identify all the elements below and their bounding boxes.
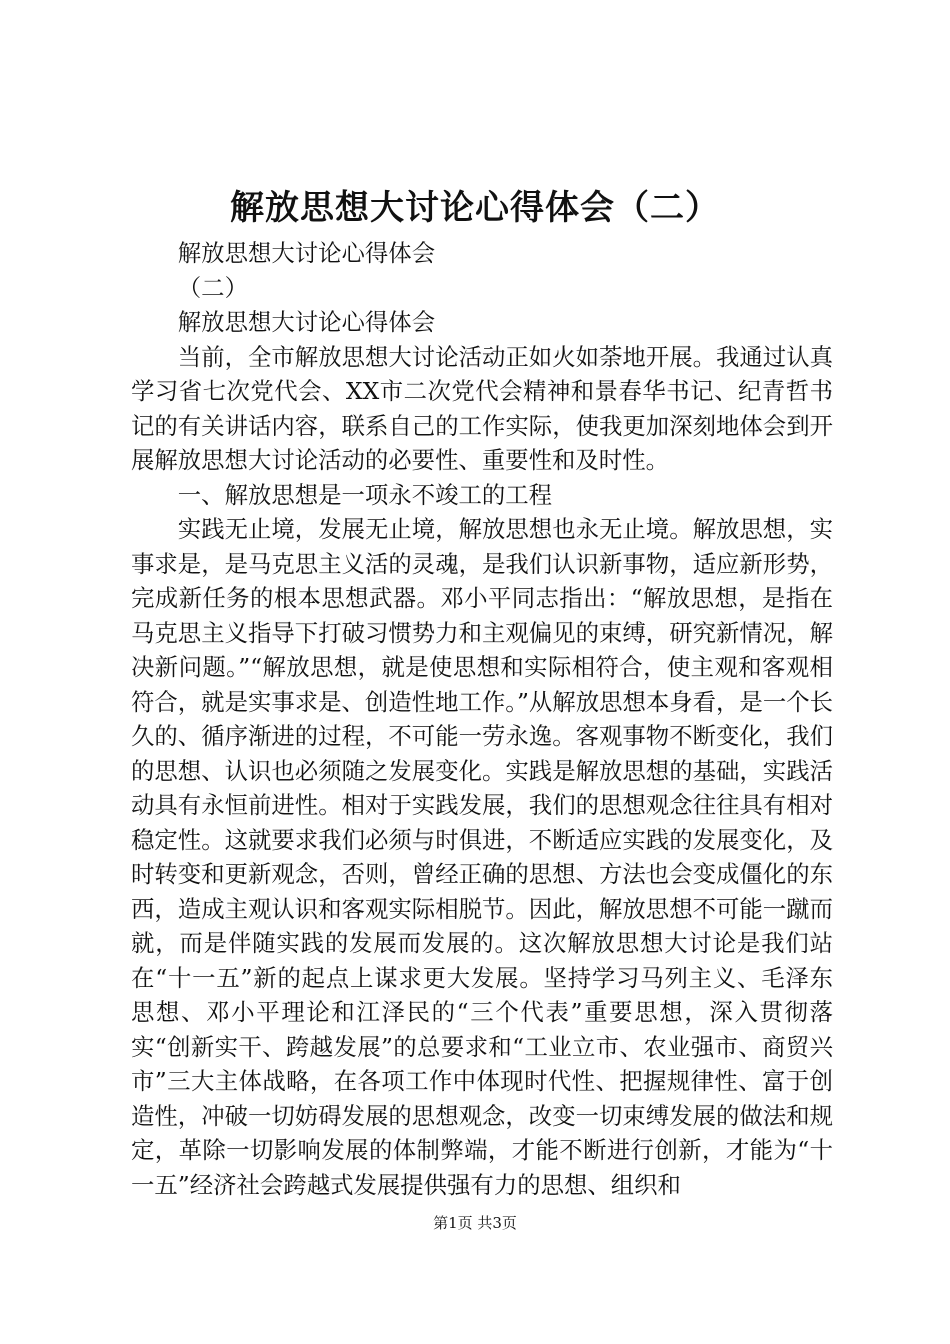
subtitle-line-2: （二） (177, 273, 248, 302)
document-title: 解放思想大讨论心得体会（二） (230, 188, 720, 228)
body-paragraph-section-1: 实践无止境，发展无止境，解放思想也永无止境。解放思想，实事求是，是马克思主义活的灵魂，是我们认识新事物，适应新形势，完成新任务的根本思想武器。邓小平同志指出：“解放思想，是指在马克思主义指导下打破习惯势力和主观偏见的束缚，研究新情况，解决新问题。”“解放思想，就是使思想和实际相符合，使主观和客观相符合，就是实事求是、创造性地工作。”从解放思想本身看，是一个长久的、循序渐进的过程，不可能一劳永逸。客观事物不断变化，我们的思想、认识也必须随之发展变化。实践是解放思想的基础，实践活动具有永恒前进性。相对于实践发展，我们的思想观念往往具有相对稳定性。这就要求我们必须与时俱进，不断适应实践的发展变化，及时转变和更新观念，否则，曾经正确的思想、方法也会变成僵化的东西，造成主观认识和客观实际相脱节。因此，解放思想不可能一蹴而就，而是伴随实践的发展而发展的。这次解放思想大讨论是我们站在“十一五”新的起点上谋求更大发展。坚持学习马列主义、毛泽东思想、邓小平理论和江泽民的“三个代表”重要思想，深入贯彻落实“创新实干、跨越发展”的总要求和“工业立市、农业强市、商贸兴市”三大主体战略，在各项工作中体现时代性、把握规律性、富于创造性，冲破一切妨碍发展的思想观念，改变一切束缚发展的做法和规定，革除一切影响发展的体制弊端，才能不断进行创新，才能为“十一五”经济社会跨越式发展提供强有力的思想、组织和 (131, 515, 833, 1199)
section-heading-1: 一、解放思想是一项永不竣工的工程 (177, 480, 553, 509)
body-paragraph-intro: 当前，全市解放思想大讨论活动正如火如荼地开展。我通过认真学习省七次党代会、XX市二次党代会精神和景春华书记、纪青哲书记的有关讲话内容，联系自己的工作实际，使我更加深刻地体会到开展解放思想大讨论活动的必要性、重要性和及时性。 (131, 342, 833, 474)
subtitle-line-3: 解放思想大讨论心得体会 (177, 308, 436, 336)
subtitle-line-1: 解放思想大讨论心得体会 (177, 239, 436, 267)
document-body (131, 236, 833, 1202)
page-footer: 第1页 共3页 (433, 1214, 517, 1232)
